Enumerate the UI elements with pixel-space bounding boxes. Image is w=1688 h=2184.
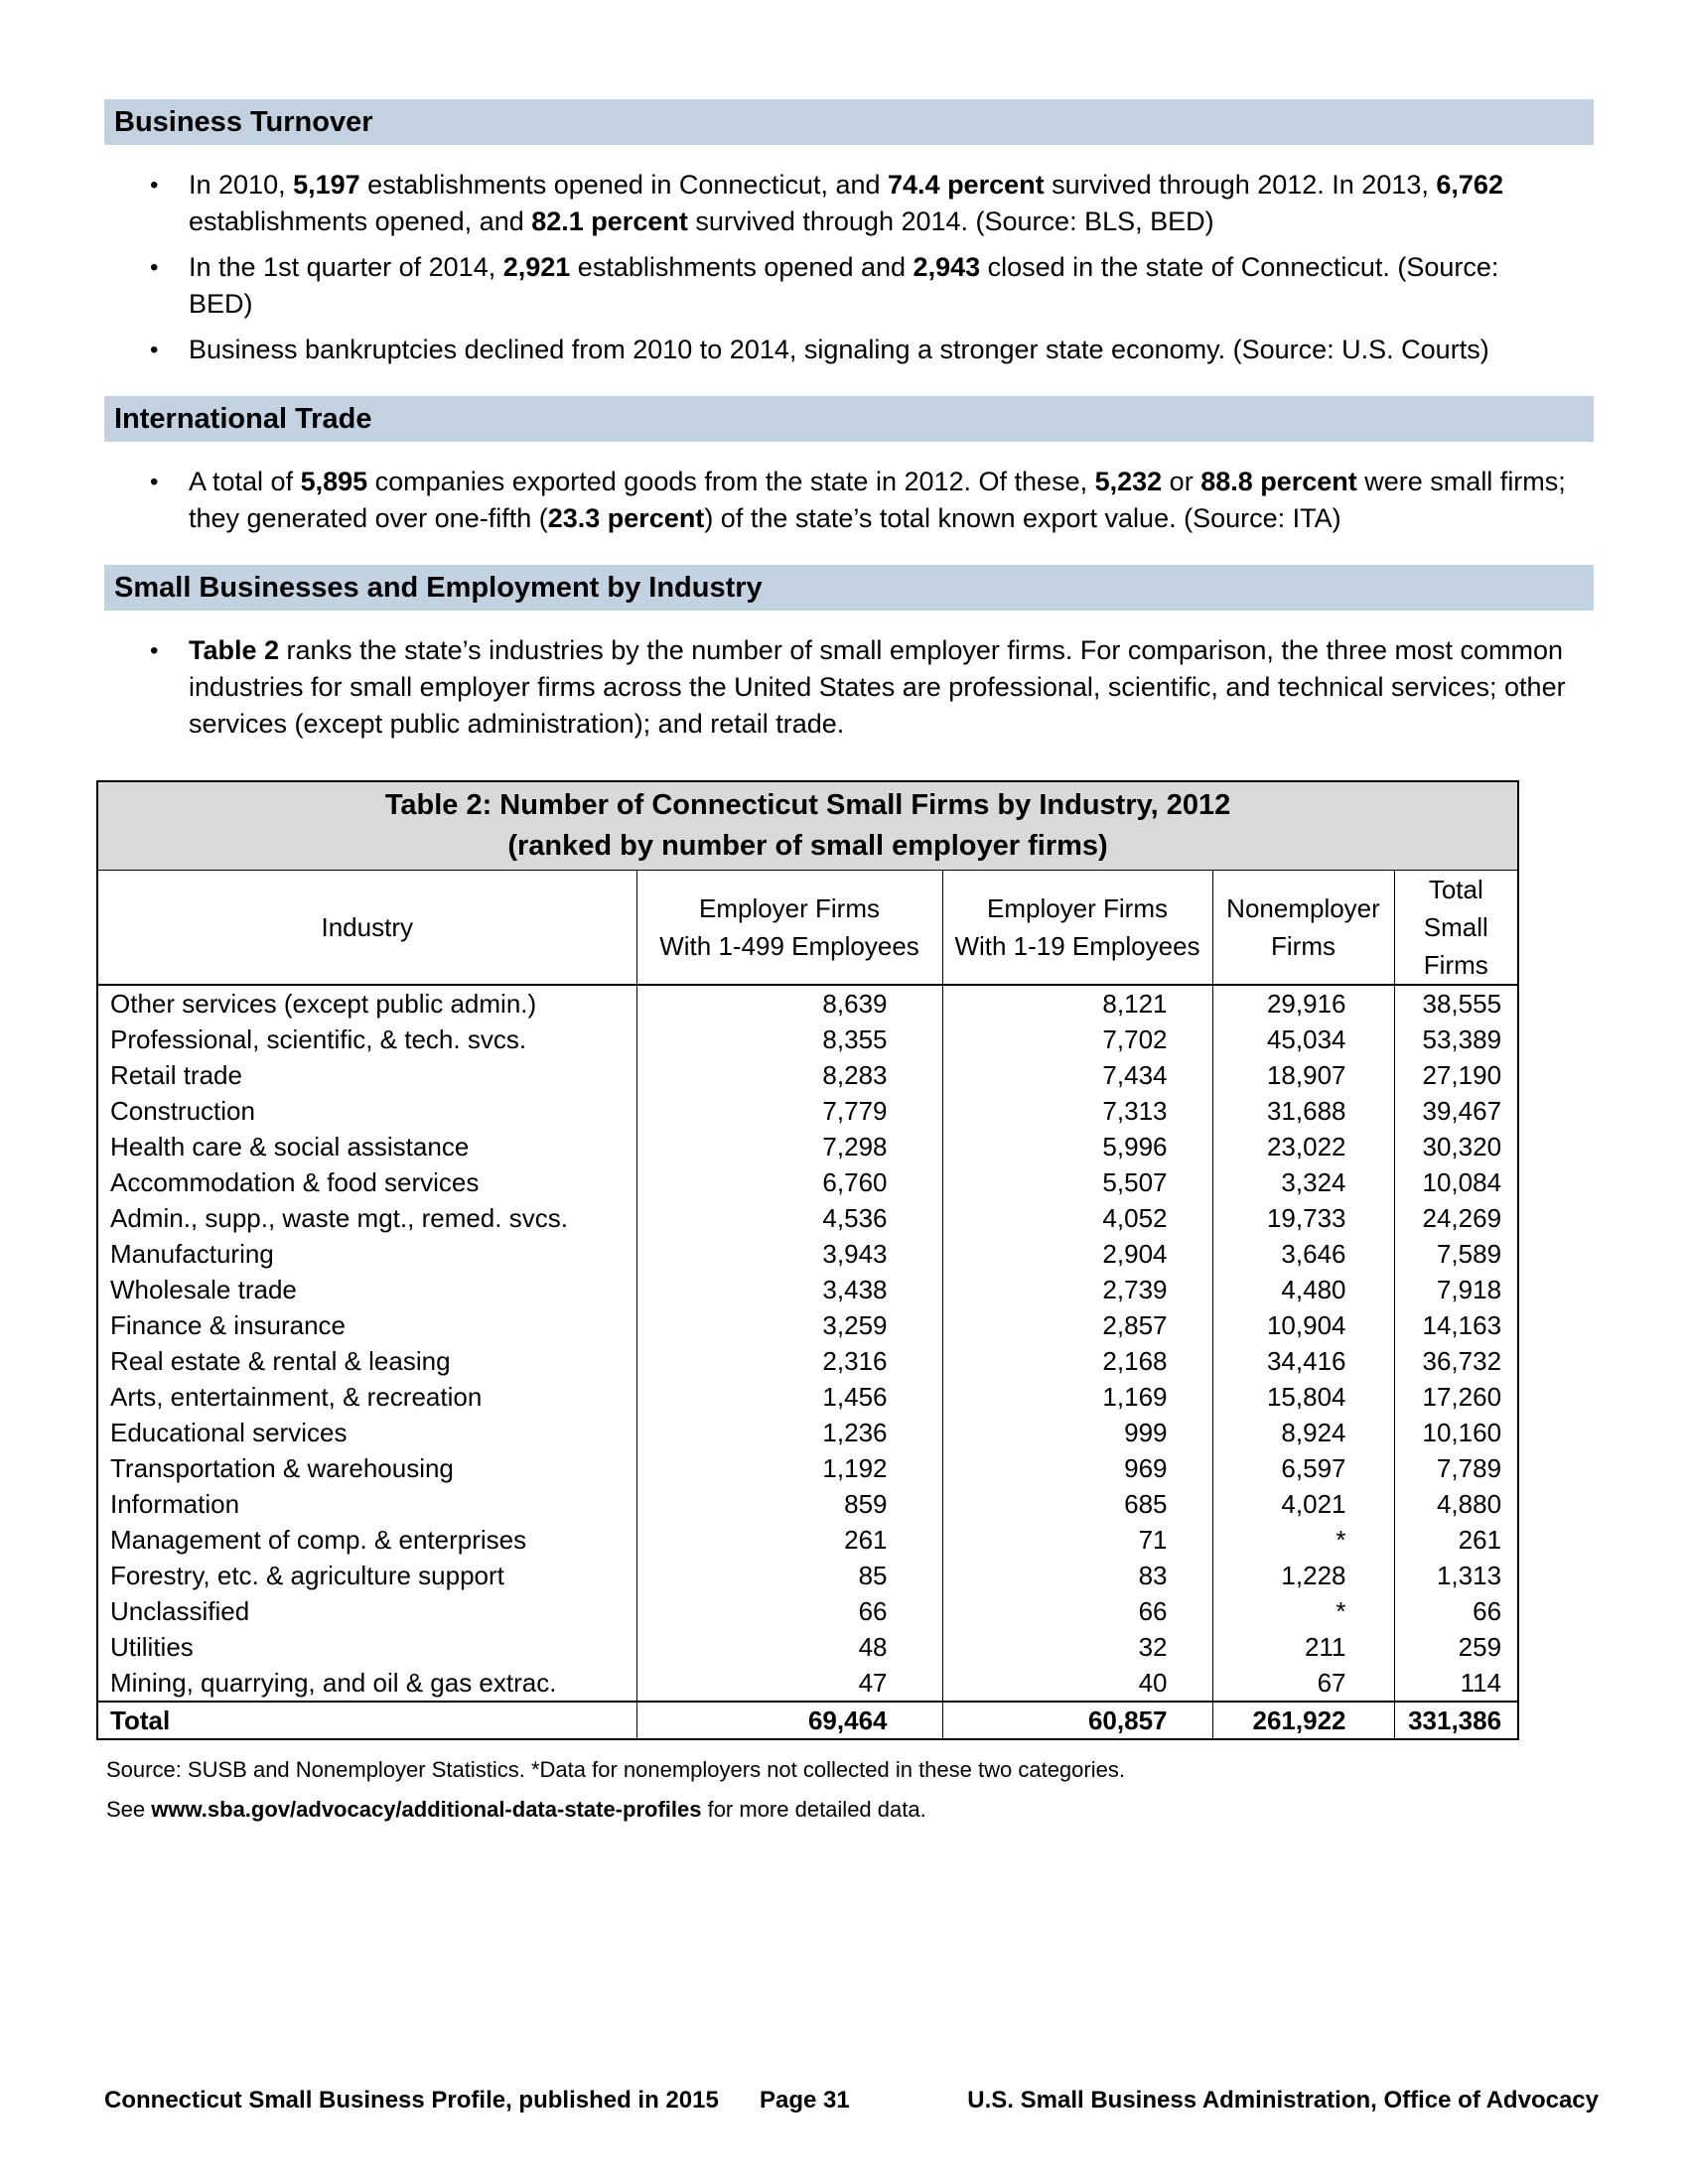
value-cell: 18,907 bbox=[1212, 1057, 1394, 1093]
value-cell: 5,507 bbox=[942, 1164, 1212, 1200]
text-segment: establishments opened, and bbox=[189, 206, 532, 236]
value-cell: 7,702 bbox=[942, 1022, 1212, 1057]
table-row bbox=[97, 1307, 1518, 1343]
value-cell: 14,163 bbox=[1394, 1307, 1518, 1343]
industry-cell: Transportation & warehousing bbox=[97, 1450, 636, 1486]
value-cell: 40 bbox=[942, 1665, 1212, 1702]
bullet-icon: • bbox=[150, 637, 159, 664]
value-cell: 24,269 bbox=[1394, 1200, 1518, 1236]
text-segment: survived through 2014. (Source: BLS, BED) bbox=[687, 206, 1214, 236]
value-cell: 1,313 bbox=[1394, 1558, 1518, 1593]
text-segment: Source: SUSB and Nonemployer Statistics. *Data for nonemployers not collected in these two categories. bbox=[106, 1757, 1125, 1782]
industry-cell: Health care & social assistance bbox=[97, 1129, 636, 1164]
value-cell: 45,034 bbox=[1212, 1022, 1394, 1057]
column-header-text: Total Small bbox=[1423, 875, 1488, 942]
table-row bbox=[97, 1129, 1518, 1164]
text-segment: In 2010, bbox=[189, 170, 294, 200]
value-cell: 48 bbox=[636, 1629, 942, 1665]
table-row bbox=[97, 1093, 1518, 1129]
column-header-nonemployer bbox=[1212, 871, 1394, 986]
total-label-cell: Total bbox=[97, 1702, 636, 1739]
table-row bbox=[97, 1593, 1518, 1629]
value-cell: 114 bbox=[1394, 1665, 1518, 1702]
text-segment: 5,895 bbox=[300, 467, 368, 496]
text-segment: ranks the state’s industries by the number of small employer firms. For comparison, the three most common industries for small employer firms across the United States are professional, scientific, and technical services; other services (except public administration); and retail trade. bbox=[189, 635, 1566, 739]
section-header-small-businesses-employment bbox=[104, 565, 1594, 611]
industry-cell: Mining, quarrying, and oil & gas extrac. bbox=[97, 1665, 636, 1702]
value-cell: * bbox=[1212, 1593, 1394, 1629]
value-cell: 3,259 bbox=[636, 1307, 942, 1343]
table-row bbox=[97, 1486, 1518, 1522]
column-header-industry bbox=[97, 871, 636, 986]
text-segment: or bbox=[1162, 467, 1201, 496]
section-title: International Trade bbox=[114, 402, 372, 435]
value-cell: 4,480 bbox=[1212, 1272, 1394, 1307]
column-header-employer-1-19 bbox=[942, 871, 1212, 986]
total-value-cell: 60,857 bbox=[942, 1702, 1212, 1739]
industry-cell: Accommodation & food services bbox=[97, 1164, 636, 1200]
value-cell: 3,943 bbox=[636, 1236, 942, 1272]
table-source-note bbox=[106, 1756, 1594, 1784]
value-cell: 7,779 bbox=[636, 1093, 942, 1129]
text-segment: 23.3 percent bbox=[547, 503, 705, 533]
value-cell: 10,084 bbox=[1394, 1164, 1518, 1200]
text-segment: establishments opened in Connecticut, and bbox=[359, 170, 889, 200]
text-segment: In the 1st quarter of 2014, bbox=[189, 252, 503, 282]
value-cell: 7,313 bbox=[942, 1093, 1212, 1129]
industry-cell: Arts, entertainment, & recreation bbox=[97, 1379, 636, 1415]
value-cell: 31,688 bbox=[1212, 1093, 1394, 1129]
column-header-text: Nonemployer bbox=[1226, 893, 1380, 923]
value-cell: 4,880 bbox=[1394, 1486, 1518, 1522]
section-header-international-trade bbox=[104, 396, 1594, 442]
table-title-line2: (ranked by number of small employer firms) bbox=[507, 830, 1108, 862]
table-row bbox=[97, 1522, 1518, 1558]
value-cell: * bbox=[1212, 1522, 1394, 1558]
value-cell: 47 bbox=[636, 1665, 942, 1702]
bullet-list bbox=[104, 632, 1594, 743]
industry-cell: Professional, scientific, & tech. svcs. bbox=[97, 1022, 636, 1057]
table-row bbox=[97, 1415, 1518, 1450]
value-cell: 2,904 bbox=[942, 1236, 1212, 1272]
table-title-row bbox=[97, 781, 1518, 871]
table-row bbox=[97, 1164, 1518, 1200]
industry-cell: Construction bbox=[97, 1093, 636, 1129]
table-title-line1: Table 2: Number of Connecticut Small Firms by Industry, 2012 bbox=[384, 789, 1231, 821]
text-segment: companies exported goods from the state in 2012. Of these, bbox=[367, 467, 1095, 496]
value-cell: 8,283 bbox=[636, 1057, 942, 1093]
industry-cell: Unclassified bbox=[97, 1593, 636, 1629]
value-cell: 4,021 bbox=[1212, 1486, 1394, 1522]
text-segment: survived through 2012. In 2013, bbox=[1044, 170, 1437, 200]
value-cell: 67 bbox=[1212, 1665, 1394, 1702]
table-row bbox=[97, 1629, 1518, 1665]
column-header-employer-1-499 bbox=[636, 871, 942, 986]
value-cell: 8,639 bbox=[636, 985, 942, 1022]
section-title: Small Businesses and Employment by Industry bbox=[114, 571, 763, 604]
value-cell: 10,160 bbox=[1394, 1415, 1518, 1450]
list-item bbox=[104, 332, 1569, 368]
value-cell: 999 bbox=[942, 1415, 1212, 1450]
value-cell: 39,467 bbox=[1394, 1093, 1518, 1129]
total-value-cell: 261,922 bbox=[1212, 1702, 1394, 1739]
value-cell: 7,298 bbox=[636, 1129, 942, 1164]
text-segment: 2,921 bbox=[502, 252, 571, 282]
text-segment: A total of bbox=[189, 467, 301, 496]
value-cell: 19,733 bbox=[1212, 1200, 1394, 1236]
value-cell: 30,320 bbox=[1394, 1129, 1518, 1164]
industry-table bbox=[96, 780, 1519, 1740]
total-value-cell: 331,386 bbox=[1394, 1702, 1518, 1739]
value-cell: 66 bbox=[636, 1593, 942, 1629]
value-cell: 7,789 bbox=[1394, 1450, 1518, 1486]
list-item bbox=[104, 464, 1569, 537]
value-cell: 5,996 bbox=[942, 1129, 1212, 1164]
value-cell: 8,924 bbox=[1212, 1415, 1394, 1450]
value-cell: 6,760 bbox=[636, 1164, 942, 1200]
value-cell: 211 bbox=[1212, 1629, 1394, 1665]
table-row bbox=[97, 985, 1518, 1022]
column-header-text: With 1-499 Employees bbox=[659, 931, 919, 961]
value-cell: 32 bbox=[942, 1629, 1212, 1665]
value-cell: 2,316 bbox=[636, 1343, 942, 1379]
value-cell: 1,192 bbox=[636, 1450, 942, 1486]
text-segment: 5,197 bbox=[293, 170, 360, 200]
text-segment: 88.8 percent bbox=[1200, 467, 1357, 496]
table-header-row bbox=[97, 871, 1518, 986]
industry-cell: Information bbox=[97, 1486, 636, 1522]
column-header-text: Employer Firms bbox=[986, 893, 1168, 923]
table-row bbox=[97, 1236, 1518, 1272]
bullet-icon: • bbox=[150, 469, 159, 495]
value-cell: 259 bbox=[1394, 1629, 1518, 1665]
value-cell: 1,456 bbox=[636, 1379, 942, 1415]
industry-cell: Educational services bbox=[97, 1415, 636, 1450]
value-cell: 685 bbox=[942, 1486, 1212, 1522]
text-segment: establishments opened and bbox=[570, 252, 914, 282]
text-segment: 2,943 bbox=[913, 252, 981, 282]
value-cell: 4,536 bbox=[636, 1200, 942, 1236]
table-row bbox=[97, 1379, 1518, 1415]
industry-cell: Admin., supp., waste mgt., remed. svcs. bbox=[97, 1200, 636, 1236]
value-cell: 1,169 bbox=[942, 1379, 1212, 1415]
value-cell: 7,918 bbox=[1394, 1272, 1518, 1307]
table-row bbox=[97, 1272, 1518, 1307]
total-value-cell: 69,464 bbox=[636, 1702, 942, 1739]
value-cell: 8,121 bbox=[942, 985, 1212, 1022]
link-text: www.sba.gov/advocacy/additional-data-state-profiles bbox=[151, 1797, 702, 1822]
value-cell: 3,324 bbox=[1212, 1164, 1394, 1200]
list-item bbox=[104, 167, 1569, 240]
table-row bbox=[97, 1450, 1518, 1486]
column-header-text: Employer Firms bbox=[698, 893, 880, 923]
value-cell: 36,732 bbox=[1394, 1343, 1518, 1379]
table-row bbox=[97, 1665, 1518, 1702]
footer-organization: U.S. Small Business Administration, Office of Advocacy bbox=[967, 2087, 1599, 2114]
text-segment: 5,232 bbox=[1094, 467, 1163, 496]
value-cell: 66 bbox=[1394, 1593, 1518, 1629]
value-cell: 7,434 bbox=[942, 1057, 1212, 1093]
value-cell: 15,804 bbox=[1212, 1379, 1394, 1415]
column-header-text: Industry bbox=[321, 912, 413, 942]
text-segment: 82.1 percent bbox=[531, 206, 688, 236]
text-segment: were small firms; they generated over one-fifth ( bbox=[189, 467, 1566, 533]
bullet-icon: • bbox=[150, 172, 159, 199]
section-header-business-turnover bbox=[104, 99, 1594, 145]
industry-cell: Wholesale trade bbox=[97, 1272, 636, 1307]
value-cell: 27,190 bbox=[1394, 1057, 1518, 1093]
text-segment: ) of the state’s total known export value. (Source: ITA) bbox=[704, 503, 1341, 533]
value-cell: 83 bbox=[942, 1558, 1212, 1593]
industry-cell: Manufacturing bbox=[97, 1236, 636, 1272]
value-cell: 29,916 bbox=[1212, 985, 1394, 1022]
table-row bbox=[97, 1057, 1518, 1093]
value-cell: 1,236 bbox=[636, 1415, 942, 1450]
text-segment: See bbox=[106, 1797, 152, 1822]
column-header-text: With 1-19 Employees bbox=[954, 931, 1200, 961]
value-cell: 3,438 bbox=[636, 1272, 942, 1307]
value-cell: 4,052 bbox=[942, 1200, 1212, 1236]
list-item bbox=[104, 632, 1569, 743]
industry-cell: Utilities bbox=[97, 1629, 636, 1665]
value-cell: 38,555 bbox=[1394, 985, 1518, 1022]
table-row bbox=[97, 1200, 1518, 1236]
table-total-row bbox=[97, 1702, 1518, 1739]
table-row bbox=[97, 1022, 1518, 1057]
value-cell: 969 bbox=[942, 1450, 1212, 1486]
text-segment: for more detailed data. bbox=[701, 1797, 926, 1822]
value-cell: 261 bbox=[1394, 1522, 1518, 1558]
text-segment: Business bankruptcies declined from 2010 to 2014, signaling a stronger state economy. (Source: U.S. Courts) bbox=[189, 335, 1489, 364]
column-header-total-small bbox=[1394, 871, 1518, 986]
footer-publication: Connecticut Small Business Profile, published in 2015 bbox=[104, 2087, 719, 2114]
value-cell: 6,597 bbox=[1212, 1450, 1394, 1486]
value-cell: 66 bbox=[942, 1593, 1212, 1629]
text-segment: closed in the state of Connecticut. (Source: BED) bbox=[189, 252, 1499, 319]
value-cell: 34,416 bbox=[1212, 1343, 1394, 1379]
value-cell: 3,646 bbox=[1212, 1236, 1394, 1272]
column-header-text: Firms bbox=[1423, 950, 1488, 980]
column-header-text: Firms bbox=[1271, 931, 1336, 961]
industry-cell: Real estate & rental & leasing bbox=[97, 1343, 636, 1379]
value-cell: 2,739 bbox=[942, 1272, 1212, 1307]
bullet-list bbox=[104, 167, 1594, 368]
table-row bbox=[97, 1558, 1518, 1593]
industry-cell: Finance & insurance bbox=[97, 1307, 636, 1343]
value-cell: 2,168 bbox=[942, 1343, 1212, 1379]
bullet-icon: • bbox=[150, 337, 159, 363]
value-cell: 859 bbox=[636, 1486, 942, 1522]
bullet-list bbox=[104, 464, 1594, 537]
section-title: Business Turnover bbox=[114, 105, 373, 138]
table-see-note bbox=[106, 1796, 1594, 1824]
value-cell: 53,389 bbox=[1394, 1022, 1518, 1057]
value-cell: 17,260 bbox=[1394, 1379, 1518, 1415]
value-cell: 10,904 bbox=[1212, 1307, 1394, 1343]
industry-cell: Forestry, etc. & agriculture support bbox=[97, 1558, 636, 1593]
industry-cell: Retail trade bbox=[97, 1057, 636, 1093]
industry-cell: Management of comp. & enterprises bbox=[97, 1522, 636, 1558]
value-cell: 71 bbox=[942, 1522, 1212, 1558]
value-cell: 7,589 bbox=[1394, 1236, 1518, 1272]
value-cell: 2,857 bbox=[942, 1307, 1212, 1343]
industry-cell: Other services (except public admin.) bbox=[97, 985, 636, 1022]
value-cell: 8,355 bbox=[636, 1022, 942, 1057]
value-cell: 85 bbox=[636, 1558, 942, 1593]
value-cell: 23,022 bbox=[1212, 1129, 1394, 1164]
bullet-icon: • bbox=[150, 254, 159, 281]
table-title bbox=[97, 781, 1518, 871]
list-item bbox=[104, 249, 1569, 323]
value-cell: 261 bbox=[636, 1522, 942, 1558]
value-cell: 1,228 bbox=[1212, 1558, 1394, 1593]
industry-table-body bbox=[97, 985, 1518, 1702]
table-row bbox=[97, 1343, 1518, 1379]
text-segment: 6,762 bbox=[1436, 170, 1503, 200]
text-segment: 74.4 percent bbox=[888, 170, 1045, 200]
text-segment: Table 2 bbox=[189, 635, 280, 665]
footer-page-number: Page 31 bbox=[760, 2087, 850, 2114]
